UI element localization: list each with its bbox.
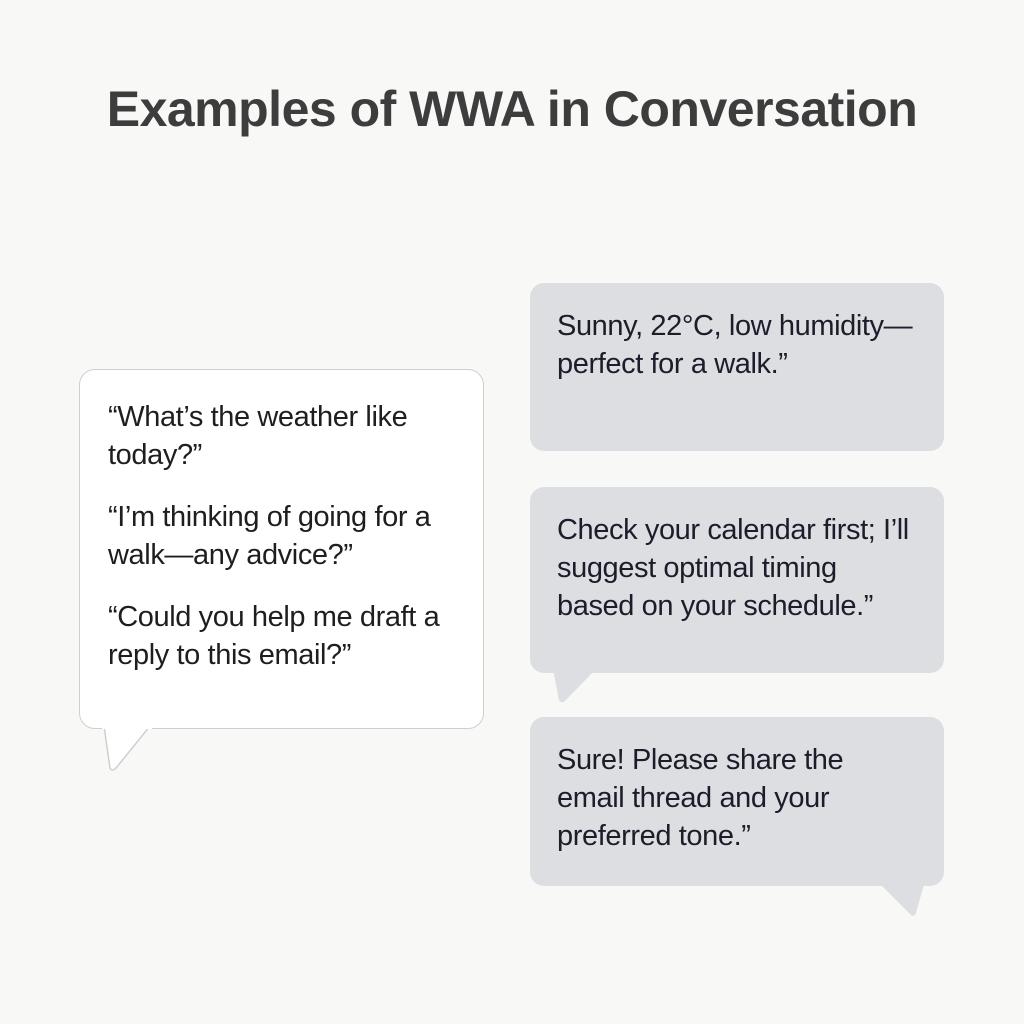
assistant-reply-walk: Check your calendar first; I’ll suggest optimal timing based on your schedule.” bbox=[557, 514, 909, 622]
assistant-reply-email: Sure! Please share the email thread and your preferred tone.” bbox=[557, 744, 844, 852]
assistant-bubble-tail-icon bbox=[880, 884, 924, 918]
user-message-list bbox=[108, 398, 463, 698]
assistant-bubble-email bbox=[530, 717, 944, 886]
assistant-bubble-walk bbox=[530, 487, 944, 673]
user-message-walk: “I’m thinking of going for a walk—any advice?” bbox=[108, 501, 431, 571]
page-title: Examples of WWA in Conversation bbox=[106, 81, 918, 137]
assistant-bubble-tail-icon bbox=[553, 670, 595, 704]
user-message-email: “Could you help me draft a reply to this email?” bbox=[108, 601, 440, 671]
user-speech-bubble bbox=[79, 369, 484, 729]
user-message-weather: “What’s the weather like today?” bbox=[108, 401, 408, 471]
user-bubble-tail-icon bbox=[102, 726, 152, 772]
assistant-bubble-weather bbox=[530, 283, 944, 451]
assistant-reply-weather: Sunny, 22°C, low humidity—perfect for a walk.” bbox=[557, 310, 913, 380]
